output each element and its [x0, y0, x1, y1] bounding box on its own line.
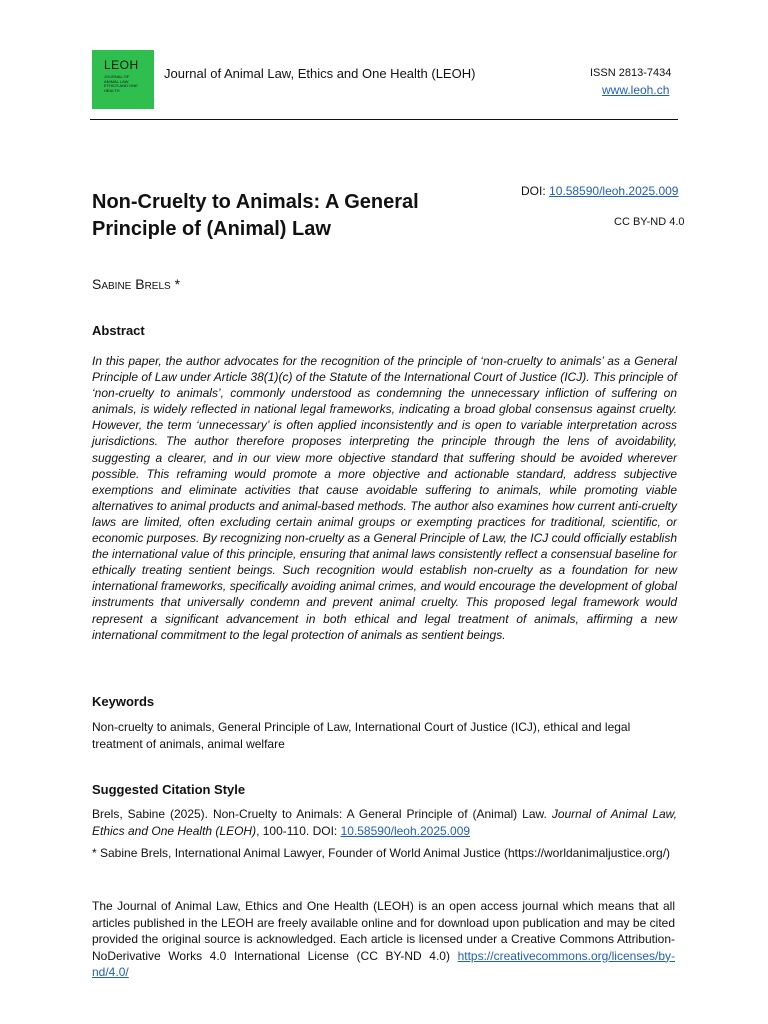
citation-text [92, 806, 677, 839]
citation-prefix: Brels, Sabine (2025). Non-Cruelty to Animals: A General Principle of (Animal) Law. [92, 807, 552, 821]
keywords-heading: Keywords [92, 694, 155, 709]
doi-link[interactable]: 10.58590/leoh.2025.009 [549, 184, 679, 198]
author-footnote: * Sabine Brels, International Animal Lawyer, Founder of World Animal Justice (https://worldanimaljustice.org/) [92, 846, 671, 860]
logo-text: LEOH [104, 58, 139, 72]
abstract-text: In this paper, the author advocates for the recognition of the principle of ‘non-cruelty to animals’ as a General Principle of Law under Article 38(1)(c) of the Statute of the International Court of Justice (ICJ). This principle of ‘non-cruelty to animals’, commonly understood as condemning the unnecessary infliction of suffering on animals, is widely reflected in national legal frameworks, indicating a broad global consensus against cruelty. However, the term ‘unnecessary’ is often applied inconsistently and is open to variable interpretation across jurisdictions. The author therefore proposes interpreting the principle through the lens of avoidability, suggesting a clearer, and in our view more objective standard that suffering should be avoided wherever possible. This reframing would promote a more objective and actionable standard, address subjective exemptions and eliminate activities that cause avoidable suffering to animals, while promoting viable alternatives to animal products and animal-based methods. The author also examines how current anti-cruelty laws are limited, often excluding certain animal groups or exempting practices for traditional, scientific, or economic purposes. By recognizing non-cruelty as a General Principle of Law, the ICJ could officially establish the international value of this principle, ensuring that animal laws consistently reflect a consensual baseline for ethically treating sentient beings. Such recognition would establish non-cruelty as a foundation for new international frameworks, specifically avoiding animal crimes, and would encourage the development of global instruments that universally condemn and prevent animal cruelty. This proposed legal framework would represent a significant advancement in both ethical and legal treatment of animals, affirming a new international commitment to the legal protection of animals as sentient beings. [92, 354, 677, 642]
citation-suffix: , 100-110. DOI: [256, 823, 341, 838]
doi-label: DOI: [521, 184, 550, 198]
article-title: Non-Cruelty to Animals: A General Principle of (Animal) Law [92, 191, 419, 240]
article-author: Sabine Brels * [92, 276, 181, 292]
abstract-heading: Abstract [92, 323, 145, 338]
keywords-text: Non-cruelty to animals, General Principle of Law, International Court of Justice (ICJ), ethical and legal treatment of animals, animal welfare [92, 720, 631, 751]
citation-heading: Suggested Citation Style [92, 782, 246, 797]
citation-journal: Journal of Animal Law, Ethics and One Health (LEOH) [92, 807, 677, 838]
journal-logo [92, 50, 154, 109]
open-access-text: The Journal of Animal Law, Ethics and One Health (LEOH) is an open access journal which means that all articles published in the LEOH are freely available online and for download upon publication and may be cited provided the original source is acknowledged. Each article is licensed under a Creative Commons Attribution-NoDerivative Works 4.0 International License (CC BY-ND 4.0) [92, 899, 675, 963]
website-link[interactable]: www.leoh.ch [602, 83, 670, 97]
logo-subtext: JOURNAL OF ANIMAL LAW, ETHICS AND ONE HEALTH [104, 74, 138, 93]
journal-title: Journal of Animal Law, Ethics and One Health (LEOH) [164, 66, 476, 81]
license-link[interactable]: https://creativecommons.org/licenses/by-nd/4.0/ [92, 948, 675, 979]
header-divider [90, 119, 678, 120]
citation-doi-link[interactable]: 10.58590/leoh.2025.009 [340, 823, 471, 838]
doi-line [521, 184, 678, 198]
issn: ISSN 2813-7434 [590, 67, 672, 79]
license-label: CC BY-ND 4.0 [614, 216, 685, 228]
open-access-notice [92, 898, 675, 981]
